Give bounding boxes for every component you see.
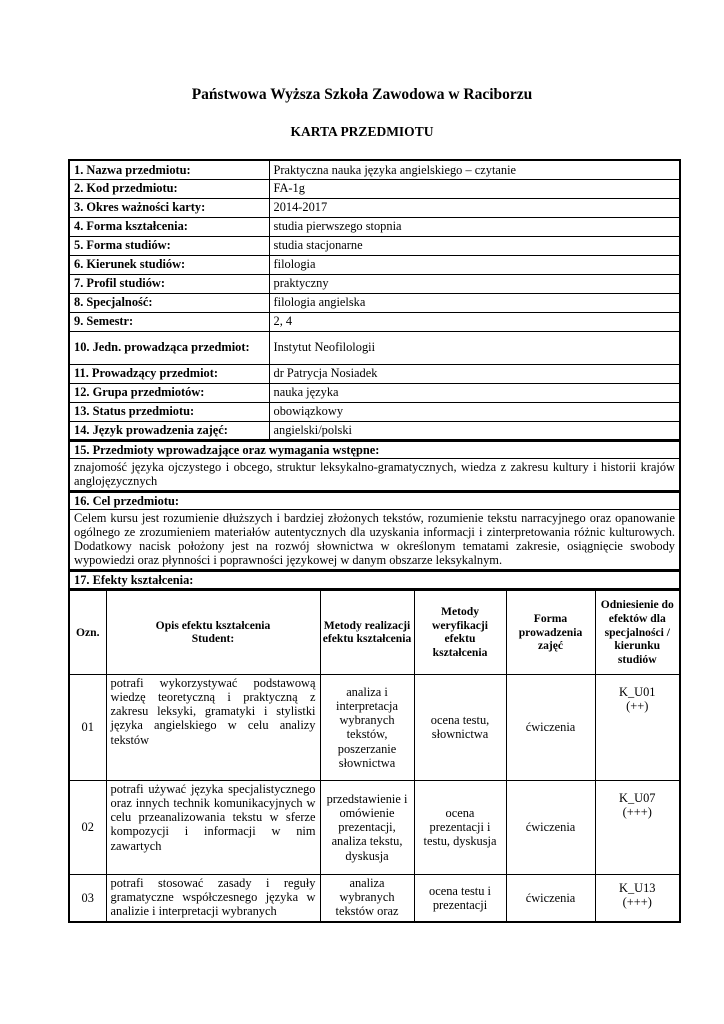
outcome-verification: ocena prezentacji i testu, dyskusja [414, 780, 506, 874]
course-info-table [68, 159, 681, 441]
outcome-reference [595, 780, 680, 874]
info-label: 6. Kierunek studiów: [69, 255, 269, 274]
outcome-verification: ocena testu i prezentacji [414, 874, 506, 922]
info-row [69, 421, 680, 440]
info-value: 2014-2017 [269, 198, 680, 217]
info-row [69, 160, 680, 179]
outcome-reference [595, 674, 680, 780]
info-value: obowiązkowy [269, 402, 680, 421]
reference-level: (+++) [622, 805, 652, 820]
outcome-row [69, 674, 680, 780]
document-title: KARTA PRZEDMIOTU [290, 124, 434, 139]
prerequisites-text: znajomość języka ojczystego i obcego, struktur leksykalno-gramatycznych, wiedza z zakresu kultury i historii krajów anglojęzycznych [69, 459, 680, 491]
col-ozn: Ozn. [69, 590, 106, 674]
info-row [69, 274, 680, 293]
col-metody-weryfikacji: Metody weryfikacji efektu kształcenia [414, 590, 506, 674]
info-value: studia stacjonarne [269, 236, 680, 255]
info-row [69, 364, 680, 383]
reference-code: K_U07 [619, 790, 656, 805]
reference-code: K_U13 [619, 880, 656, 895]
info-label: 13. Status przedmiotu: [69, 402, 269, 421]
prerequisites-section [68, 441, 681, 492]
learning-outcomes-heading-row [68, 571, 681, 590]
info-label: 5. Forma studiów: [69, 236, 269, 255]
learning-outcomes-table [68, 590, 681, 924]
info-row [69, 255, 680, 274]
outcome-code: 02 [69, 780, 106, 874]
info-label: 8. Specjalność: [69, 293, 269, 312]
info-label: 12. Grupa przedmiotów: [69, 383, 269, 402]
col-odniesienie: Odniesienie do efektów dla specjalności / kierunku studiów [595, 590, 680, 674]
info-row [69, 198, 680, 217]
info-value: filologia [269, 255, 680, 274]
info-value: 2, 4 [269, 312, 680, 331]
info-row [69, 402, 680, 421]
info-label: 10. Jedn. prowadząca przedmiot: [69, 331, 269, 364]
info-label: 11. Prowadzący przedmiot: [69, 364, 269, 383]
outcome-form: ćwiczenia [506, 874, 595, 922]
reference-level: (+++) [622, 895, 652, 910]
learning-outcomes-heading: 17. Efekty kształcenia: [69, 571, 680, 589]
col-metody-realizacji: Metody realizacji efektu kształcenia [320, 590, 414, 674]
reference-level: (++) [626, 699, 649, 714]
info-row [69, 179, 680, 198]
prerequisites-heading: 15. Przedmioty wprowadzające oraz wymagania wstępne: [69, 442, 680, 459]
outcome-method: analiza wybranych tekstów oraz [320, 874, 414, 922]
col-forma: Forma prowadzenia zajęć [506, 590, 595, 674]
info-label: 14. Język prowadzenia zajęć: [69, 421, 269, 440]
info-row [69, 217, 680, 236]
info-row [69, 236, 680, 255]
info-value: filologia angielska [269, 293, 680, 312]
col-opis [106, 590, 320, 674]
info-value: nauka języka [269, 383, 680, 402]
info-row [69, 293, 680, 312]
info-label: 3. Okres ważności karty: [69, 198, 269, 217]
reference-code: K_U01 [619, 684, 656, 699]
info-value: dr Patrycja Nosiadek [269, 364, 680, 383]
outcome-form: ćwiczenia [506, 674, 595, 780]
outcome-row [69, 874, 680, 922]
info-value: Instytut Neofilologii [269, 331, 680, 364]
info-value: FA-1g [269, 179, 680, 198]
info-value: Praktyczna nauka języka angielskiego – czytanie [269, 160, 680, 179]
course-goal-text: Celem kursu jest rozumienie dłuższych i bardziej złożonych tekstów, rozumienie tekstu narracyjnego oraz opanowanie ogólnego ze zrozumieniem materiałów autentycznych dla uzyskania informacji i zinterpretowania różnic kulturowych. Dodatkowy nacisk położony jest na rozwój słownictwa w określonym tematami zakresie, osiągnięcie swobody wypowiedzi oraz płynności i poprawności językowej w danym obszarze leksykalnym. [69, 509, 680, 569]
outcome-code: 01 [69, 674, 106, 780]
outcome-method: analiza i interpretacja wybranych tekstów, poszerzanie słownictwa [320, 674, 414, 780]
course-goal-section [68, 492, 681, 571]
outcome-row [69, 780, 680, 874]
info-label: 2. Kod przedmiotu: [69, 179, 269, 198]
info-value: studia pierwszego stopnia [269, 217, 680, 236]
institution-name: Państwowa Wyższa Szkoła Zawodowa w Raciborzu [191, 86, 533, 103]
outcome-code: 03 [69, 874, 106, 922]
outcome-method: przedstawienie i omówienie prezentacji, analiza tekstu, dyskusja [320, 780, 414, 874]
outcome-description: potrafi używać języka specjalistycznego oraz innych technik komunikacyjnych w celu przeanalizowania tekstu w sferze kompozycji i informacji w nim zawartych [106, 780, 320, 874]
course-card [68, 159, 681, 923]
outcome-verification: ocena testu, słownictwa [414, 674, 506, 780]
outcome-description: potrafi stosować zasady i reguły gramatyczne współczesnego języka w analizie i interpretacji wybranych [106, 874, 320, 922]
course-goal-heading: 16. Cel przedmiotu: [69, 492, 680, 509]
info-value: angielski/polski [269, 421, 680, 440]
outcome-form: ćwiczenia [506, 780, 595, 874]
info-row [69, 312, 680, 331]
info-row [69, 383, 680, 402]
info-row [69, 331, 680, 364]
col-opis-label: Opis efektu kształcenia Student: [155, 618, 271, 646]
info-label: 9. Semestr: [69, 312, 269, 331]
outcome-description: potrafi wykorzystywać podstawową wiedzę teoretyczną i praktyczną z zakresu leksyki, gramatyki i stylistki języka angielskiego w celu analizy tekstów [106, 674, 320, 780]
info-label: 7. Profil studiów: [69, 274, 269, 293]
info-value: praktyczny [269, 274, 680, 293]
outcome-reference [595, 874, 680, 922]
info-label: 4. Forma kształcenia: [69, 217, 269, 236]
info-label: 1. Nazwa przedmiotu: [69, 160, 269, 179]
